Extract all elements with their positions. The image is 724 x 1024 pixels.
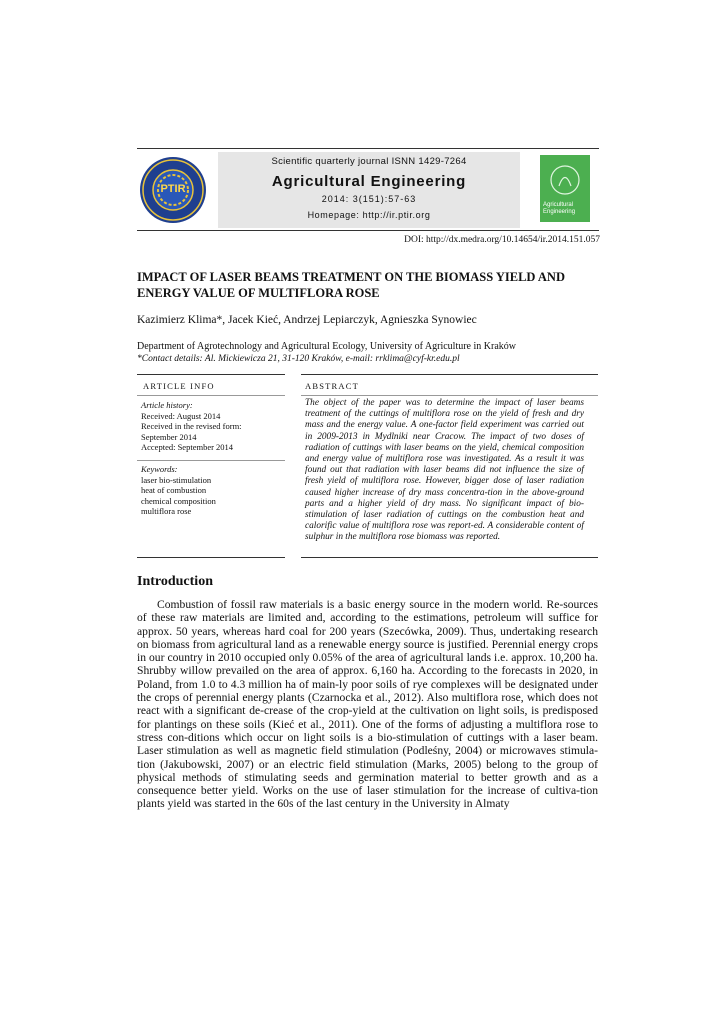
header-bottom-rule (137, 230, 599, 231)
journal-homepage: Homepage: http://ir.ptir.org (307, 210, 431, 220)
authors: Kazimierz Klima*, Jacek Kieć, Andrzej Lepiarczyk, Agnieszka Synowiec (137, 314, 477, 326)
agricultural-engineering-logo (540, 155, 590, 222)
keyword: heat of combustion (141, 485, 207, 495)
affiliation: Department of Agrotechnology and Agricultural Ecology, University of Agriculture in Kraków (137, 341, 516, 352)
history-line: September 2014 (141, 431, 197, 442)
keywords-box (137, 464, 289, 517)
history-line: Received in the revised form: (141, 421, 242, 431)
abstract-text: The object of the paper was to determine the impact of laser beams treatment of the cuttings of multiflora rose on the yield of fresh and dry mass and the energy value. A one-factor field experiment was carried out in 2009-2013 in Mydlniki near Cracow. The impact of two doses of radiation of cuttings with laser beams on the yield, chemical composition and energy value of multiflora rose was investigated. As a result it was found out that radiation with laser beams did not influence the size of fresh yield of multiflora rose. However, bigger dose of laser radiation caused higher increase of dry mass concentra-tion in the above-ground parts and a higher yield of dry mass. No significant impact of bio-stimulation of laser radiation of cuttings on the combustion heat and calorific value of multiflora rose was report-ed. A considerable content of sulphur in the multiflora rose biomass was reported. (305, 398, 584, 543)
keywords-divider (137, 460, 285, 461)
article-info-heading: ARTICLE INFO (143, 381, 215, 391)
ptir-logo-text: PTIR (160, 183, 186, 195)
introduction-paragraph: Combustion of fossil raw materials is a basic energy source in the modern world. Re-sources of these raw materials are limited and, according to the estimations, petroleum will suffice for approx. 50 years, whereas hard coal for 200 years (Szecówka, 2009). Thus, undertaking research on biomass from agricultural land as a renewable energy source is justified. Perennial energy crops in our country in 2010 occupied only 0.05% of the area of agricultural lands i.e. approx. 10,200 ha. Shrubby willow prevailed on the area of approx. 6,160 ha. According to the forecasts in 2020, in Poland, from 1.0 to 4.3 million ha of main-ly poor soils of rye complexes will be designated under the crops of perennial energy plants (Czarnocka et al., 2012). Also multiflora rose, which does not react with a significant de-crease of the crop-yield at the cultivation on light soils, is predisposed for plantings on these soils (Kieć et al., 2011). One of the forms of adjusting a multiflora rose to stress con-ditions which occur on light soils is a bio-stimulation of cuttings with a laser beam. Laser stimulation as well as magnetic field stimulation (Podleśny, 2004) or microwaves stimula-tion (Jakubowski, 2007) or an electric field stimulation (Marks, 2005) belong to the group of physical methods of stimulating seeds and germination material to better growth and as a consequence better yield. Works on the use of laser stimulation for the increase of cultiva-tion plants yield was started in the 60s of the last century in the University in Almaty (137, 598, 598, 811)
doi: DOI: http://dx.medra.org/10.14654/ir.2014.151.057 (404, 235, 600, 245)
article-info-sub-rule (137, 395, 285, 396)
history-line: Received: August 2014 (141, 410, 221, 421)
history-line: Accepted: September 2014 (141, 442, 234, 452)
abstract-bottom-rule (301, 557, 598, 558)
agricultural-engineering-logo-text: Agricultural Engineering (543, 202, 576, 215)
article-info-top-rule (137, 374, 285, 375)
header-top-rule (137, 148, 599, 149)
abstract-sub-rule (301, 395, 598, 396)
journal-title: Agricultural Engineering (271, 173, 467, 190)
contact-details: *Contact details: Al. Mickiewicza 21, 31-120 Kraków, e-mail: rrklima@cyf-kr.edu.pl (137, 354, 460, 364)
keyword: chemical composition (141, 495, 216, 506)
abstract-heading: ABSTRACT (305, 381, 359, 391)
article-history (137, 400, 289, 453)
article-info-bottom-rule (137, 557, 285, 558)
keyword: multiflora rose (141, 506, 192, 516)
section-heading-introduction: Introduction (137, 574, 213, 589)
journal-issue: 2014: 3(151):57-63 (321, 194, 417, 204)
journal-line: Scientific quarterly journal ISNN 1429-7264 (271, 156, 467, 167)
article-history-label: Article history: (141, 400, 193, 410)
ptir-logo (138, 155, 208, 225)
keywords-label: Keywords: (141, 464, 178, 474)
paper-title: IMPACT OF LASER BEAMS TREATMENT ON THE BIOMASS YIELD AND ENERGY VALUE OF MULTIFLORA ROSE (137, 270, 565, 300)
keyword: laser bio-stimulation (141, 474, 212, 485)
abstract-top-rule (301, 374, 598, 375)
